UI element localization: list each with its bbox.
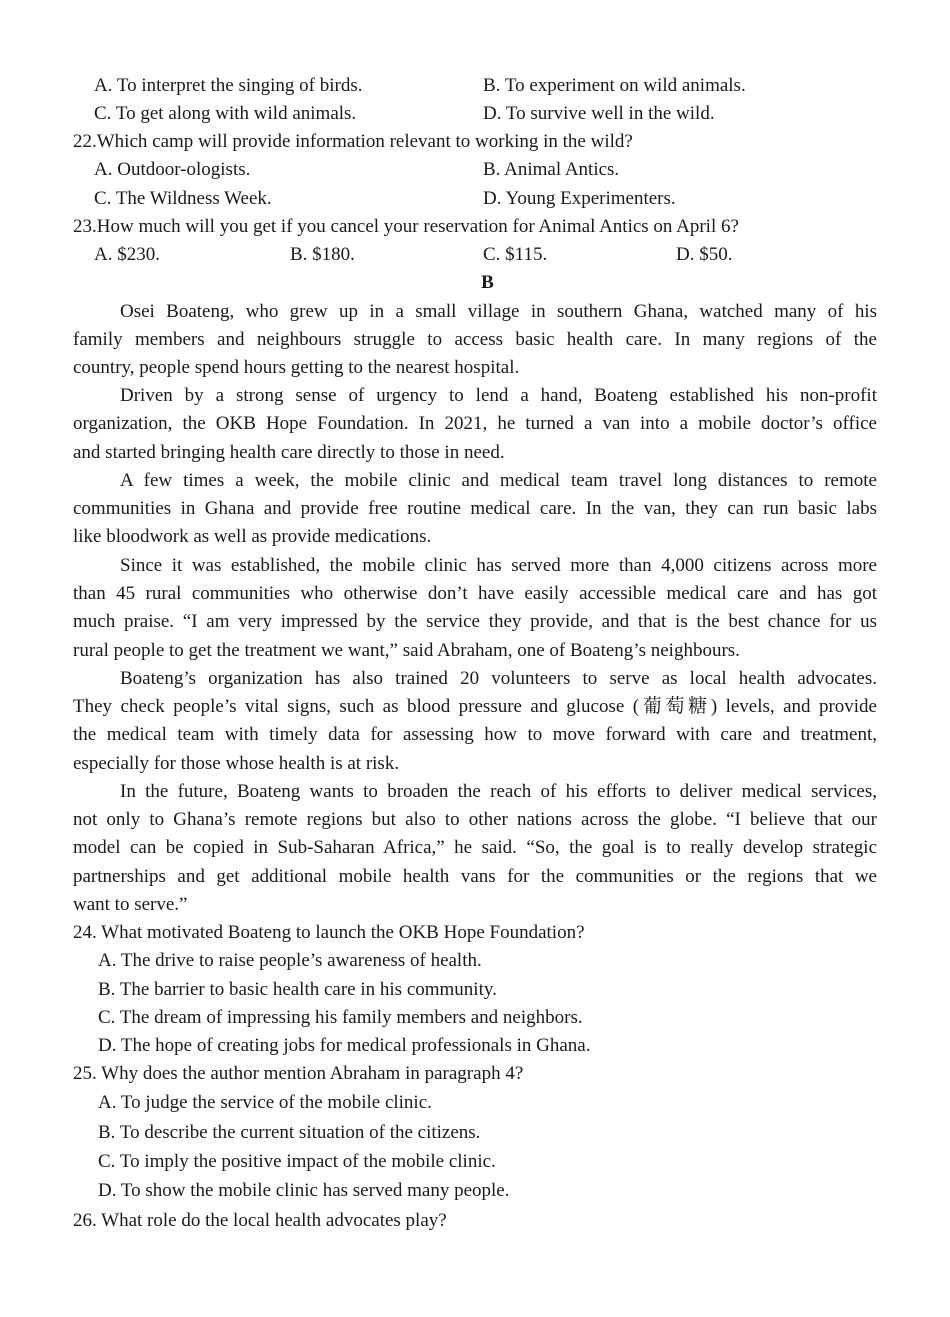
- q23-option-a: A. $230.: [94, 244, 160, 265]
- passage-line: Driven by a strong sense of urgency to lend a hand, Boateng established his non-profit: [120, 385, 877, 406]
- passage-line: family members and neighbours struggle to access basic health care. In many regions of the: [73, 329, 877, 350]
- q22-option-b: B. Animal Antics.: [483, 159, 620, 180]
- q25-option-a: A. To judge the service of the mobile clinic.: [98, 1092, 432, 1113]
- passage-line: Boateng’s organization has also trained 20 volunteers to serve as local health advocates.: [120, 668, 877, 689]
- q25-question: 25. Why does the author mention Abraham in paragraph 4?: [73, 1063, 524, 1084]
- passage-line: much praise. “I am very impressed by the service they provide, and that is the best chance for us: [73, 611, 877, 632]
- passage-line: like bloodwork as well as provide medications.: [73, 526, 432, 547]
- q23-option-b: B. $180.: [290, 244, 355, 265]
- q21-option-d: D. To survive well in the wild.: [483, 103, 715, 124]
- passage-line: rural people to get the treatment we want,” said Abraham, one of Boateng’s neighbours.: [73, 640, 740, 661]
- q21-option-a: A. To interpret the singing of birds.: [94, 75, 363, 96]
- q21-option-b: B. To experiment on wild animals.: [483, 75, 746, 96]
- section-heading: B: [481, 272, 494, 293]
- passage-line: not only to Ghana’s remote regions but also to other nations across the globe. “I believe that our: [73, 809, 877, 830]
- q24-question: 24. What motivated Boateng to launch the OKB Hope Foundation?: [73, 922, 585, 943]
- passage-line: They check people’s vital signs, such as blood pressure and glucose (葡萄糖) levels, and provide: [73, 696, 877, 717]
- q24-option-b: B. The barrier to basic health care in his community.: [98, 979, 497, 1000]
- q22-option-c: C. The Wildness Week.: [94, 188, 272, 209]
- passage-line: model can be copied in Sub-Saharan Africa,” he said. “So, the goal is to really develop strategic: [73, 837, 877, 858]
- passage-line: want to serve.”: [73, 894, 188, 915]
- passage-line: the medical team with timely data for assessing how to move forward with care and treatment,: [73, 724, 877, 745]
- passage-line: communities in Ghana and provide free routine medical care. In the van, they can run basic labs: [73, 498, 877, 519]
- passage-line: especially for those whose health is at risk.: [73, 753, 400, 774]
- passage-line: than 45 rural communities who otherwise don’t have easily accessible medical care and has got: [73, 583, 877, 604]
- q23-option-d: D. $50.: [676, 244, 733, 265]
- passage-line: A few times a week, the mobile clinic and medical team travel long distances to remote: [120, 470, 877, 491]
- passage-line: and started bringing health care directly to those in need.: [73, 442, 505, 463]
- q26-question: 26. What role do the local health advocates play?: [73, 1210, 447, 1231]
- q25-option-d: D. To show the mobile clinic has served many people.: [98, 1180, 510, 1201]
- passage-line: country, people spend hours getting to the nearest hospital.: [73, 357, 520, 378]
- q22-option-a: A. Outdoor-ologists.: [94, 159, 251, 180]
- q25-option-c: C. To imply the positive impact of the mobile clinic.: [98, 1151, 496, 1172]
- passage-line: Osei Boateng, who grew up in a small village in southern Ghana, watched many of his: [120, 301, 877, 322]
- q25-option-b: B. To describe the current situation of the citizens.: [98, 1122, 481, 1143]
- q23-question: 23.How much will you get if you cancel your reservation for Animal Antics on April 6?: [73, 216, 739, 237]
- q22-option-d: D. Young Experimenters.: [483, 188, 676, 209]
- passage-line: partnerships and get additional mobile health vans for the communities or the regions that we: [73, 866, 877, 887]
- q24-option-a: A. The drive to raise people’s awareness of health.: [98, 950, 482, 971]
- passage-line: In the future, Boateng wants to broaden the reach of his efforts to deliver medical services,: [120, 781, 877, 802]
- q21-option-c: C. To get along with wild animals.: [94, 103, 357, 124]
- q24-option-c: C. The dream of impressing his family members and neighbors.: [98, 1007, 583, 1028]
- passage-line: organization, the OKB Hope Foundation. In 2021, he turned a van into a mobile doctor’s office: [73, 413, 877, 434]
- q24-option-d: D. The hope of creating jobs for medical professionals in Ghana.: [98, 1035, 591, 1056]
- passage-line: Since it was established, the mobile clinic has served more than 4,000 citizens across more: [120, 555, 877, 576]
- q23-option-c: C. $115.: [483, 244, 548, 265]
- q22-question: 22.Which camp will provide information relevant to working in the wild?: [73, 131, 633, 152]
